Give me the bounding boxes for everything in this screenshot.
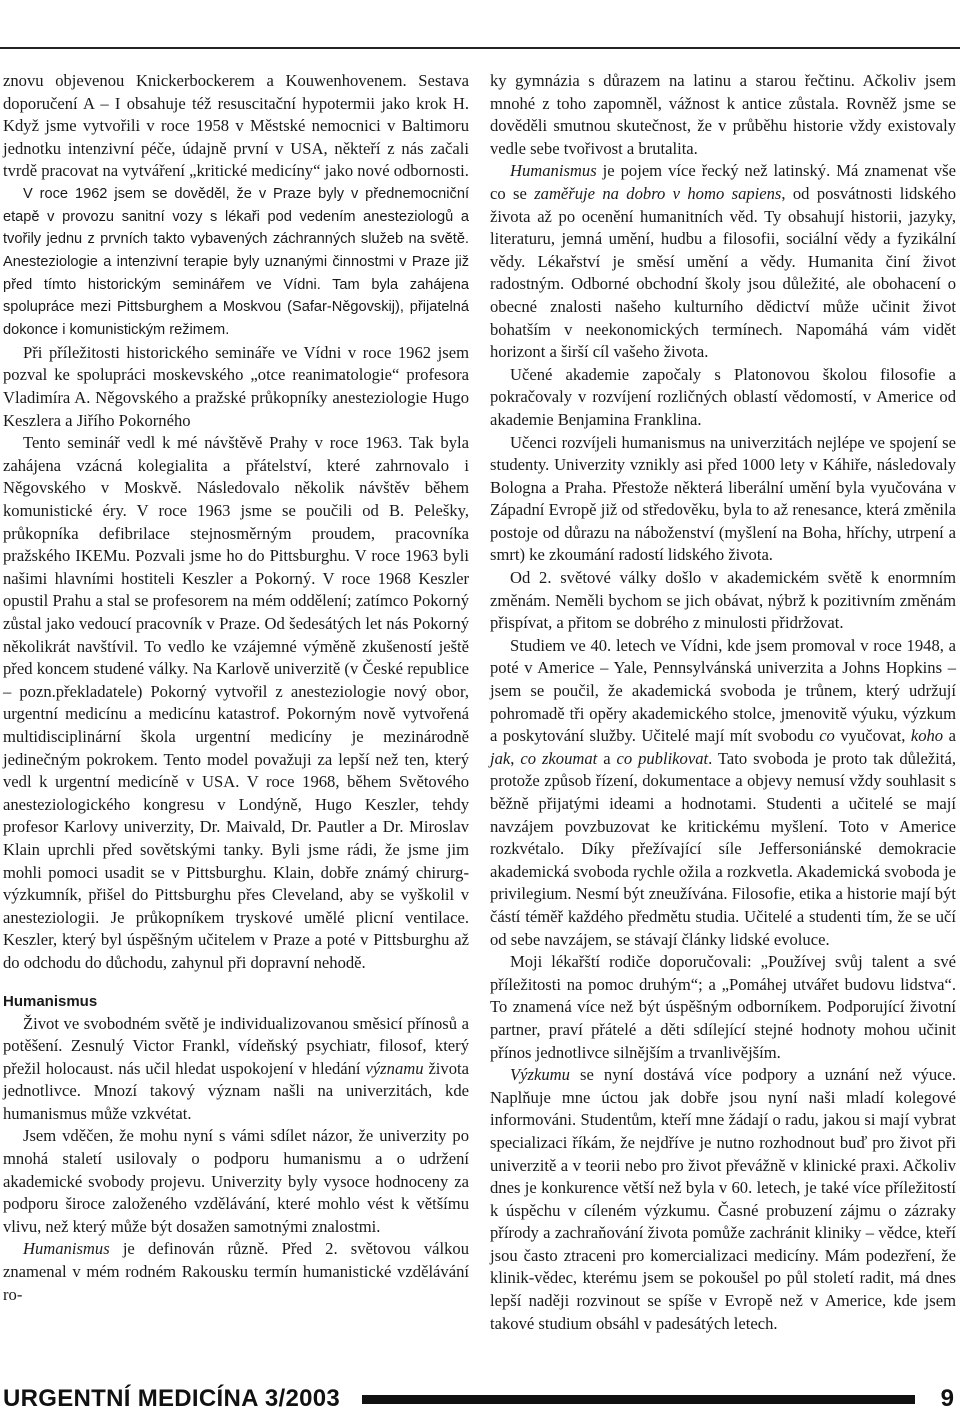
italic-text: co publikovat	[616, 748, 709, 768]
italic-text: zaměřuje na dobro v homo sapiens	[534, 183, 782, 203]
text-run: , od posvátnosti lidského života až po ocenění humanitních věd. Ty obsahují historii, jazyky, literaturu, jemná umění, hudbu a filosofii, sociální vědy a fyzikální vědy. Lékařství je směsí umění a vědy. Humanita činí život radostným. Odborné obchodní školy jsou důležité, ale obohacení o obecné znalosti našeho kulturního dědictví může učinit život bohatším v neekonomických termínech. Napomáhá vám vidět horizont a širší cíl vašeho života.	[490, 183, 956, 362]
text-run: a	[597, 748, 617, 768]
text-run: a	[943, 726, 956, 746]
paragraph: Tento seminář vedl k mé návštěvě Prahy v roce 1963. Tak byla zahájena vzácná kolegialita a přátelství, které zahrnovalo i Něgovského v Moskvě. Následovalo několik návštěv během komunistické éry. V roce 1963 jsme se poučili od B. Pelešky, průkopníka defibrilace stejnosměrným proudem, pracovníka pražského IKEMu. Pozvali jsme ho do Pittsburghu. V roce 1963 byli našimi hlavními hostiteli Keszler a Pokorný. V roce 1968 Keszler opustil Prahu a stal se profesorem na mém oddělení; zatímco Pokorný zůstal jako vedoucí pracovník v Praze. Od šedesátých let nás Pokorný několikrát navštívil. To vedlo ke vzájemné výměně zkušeností ještě před koncem studené války. Na Karlově univerzitě (v České republice – pozn.překladatele) Pokorný vytvořil z anesteziologie nový obor, urgentní medicínu a medicínu katastrof. Pokorným nově vytvořená multidisciplinární škola urgentní medicíny je mezinárodně jedinečným pokrokem. Tento model považuji za lepší než ten, který vedl k urgentní medicíně v USA. V roce 1968, během Světového anesteziologického kongresu v Londýně, Hugo Keszler, tehdy profesor Karlovy univerzity, Dr. Maivald, Dr. Pautler a Dr. Miroslav Klain uprchli před sovětskými tanky. Byli jsme rádi, že jsme jim mohli pomoci usadit se v Pittsburghu. Klain, dobře známý chirurg-výzkumník, přišel do Pittsburghu přes Cleveland, aby se vyškolil v anesteziologii. Je průkopníkem tryskové umělé plicní ventilace. Keszler, který byl úspěšným učitelem v Praze a poté v Pittsburghu až do odchodu do důchodu, zahynul při dopravní nehodě.	[3, 433, 469, 972]
paragraph	[3, 1238, 469, 1306]
paragraph	[490, 1064, 956, 1335]
italic-text: Humanismus	[510, 161, 597, 181]
italic-text: co	[819, 726, 835, 746]
paragraph	[3, 1013, 469, 1126]
journal-title: URGENTNÍ MEDICÍNA 3/2003	[3, 1385, 341, 1412]
text-run: Studiem ve 40. letech ve Vídni, kde jsem promoval v roce 1948, a poté v Americe – Yale, Pennsylvánská univerzita a Johns Hopkins – jsem se poučil, že akademická svoboda je trůnem, který udržují pohromadě tři opěry akademického stolce, jmenovitě výuku, výzkum a poskytování služby. Učitelé mají mít svobodu	[490, 635, 956, 746]
paragraph: Učenci rozvíjeli humanismus na univerzitách nejlépe ve spojení se studenty. Univerzity vznikly asi před 1000 lety v Káhiře, následovaly Bologna a Praha. Přestože některá liberální umění byla vyučována v Západní Evropě již od středověku, byla to až renesance, která změnila postoje od důrazu na náboženství (myšlení na Boha, hříchy, utrpení a smrt) ke zkoumání radostí lidského života.	[490, 432, 956, 565]
left-column	[3, 70, 469, 1306]
italic-text: významu	[365, 1058, 424, 1078]
italic-text: co zkoumat	[520, 748, 598, 768]
text-run: vyučovat,	[834, 726, 911, 746]
text-run: je definován různě. Před 2. světovou válkou znamenal v mém rodném Rakousku termín humanistické vzdělávání ro-	[3, 1239, 469, 1304]
text-run: Život ve svobodném světě je individualizovanou směsicí přínosů a potěšení. Zesnulý Victor Frankl, vídeňský psychiatr, filosof, který přežil holocaust. nás učil hledat uspokojení v hledání	[3, 1013, 469, 1078]
italic-text: koho	[910, 726, 944, 746]
right-column	[490, 70, 956, 1335]
paragraph	[490, 635, 956, 951]
paragraph: Při příležitosti historického semináře ve Vídni v roce 1962 jsem pozval ke spolupráci moskevského „otce reanimatologie“ profesora Vladimíra A. Něgovského a pražské průkopníky anesteziologie Hugo Keszlera a Jiřího Pokorného	[3, 342, 469, 430]
header-rule	[0, 47, 960, 49]
paragraph: V roce 1962 jsem se dověděl, že v Praze byly v přednemocniční etapě v provozu sanitní vozy s lékaři pod vedením anesteziologů a tvořily jednu z prvních takto vybavených záchranných služeb na světě. Anesteziologie a intenzivní terapie byly uznanými činnostmi v Praze již před tímto historickým seminářem ve Vídni. Tam byla zahájena spolupráce mezi Pittsburghem a Moskvou (Safar-Něgovskij), přijatelná dokonce i komunistickým režimem.	[3, 185, 469, 339]
italic-text: Humanismus	[23, 1239, 110, 1259]
text-run: je pojem více řecký než latinský. Má znamenat vše co se	[490, 161, 956, 203]
italic-text: jak	[490, 748, 511, 768]
paragraph: Moji lékařští rodiče doporučovali: „Používej svůj talent a své příležitosti na pomoc druhým“; a „Pomáhej utvářet budovu lidstva“. To znamená více než být úspěšným odborníkem. Podporující životní partner, praví přátelé a děti sdílející stejné hodnoty mohou učinit přínos jednotlivce silnějším a trvanlivějším.	[490, 952, 956, 1062]
paragraph: Od 2. světové války došlo v akademickém světě k enormním změnám. Neměli bychom se jich obávat, nýbrž k pozitivním změnám přispívat, a přitom se dobrého z minulosti přidržovat.	[490, 568, 956, 633]
paragraph: Jsem vděčen, že mohu nyní s vámi sdílet názor, že univerzity po mnohá staletí usilovaly o podporu humanismu a o udržení akademické svobody projevu. Univerzity byly vysoce hodnoceny za podporu široce založeného vzdělávání, které mohlo vést k většímu vlivu, než který může být dosažen samotnými znalostmi.	[3, 1126, 469, 1236]
paragraph: znovu objevenou Knickerbockerem a Kouwenhovenem. Sestava doporučení A – I obsahuje též resuscitační hypotermii jako krok H. Když jsme vytvořili v roce 1958 v Městské nemocnici v Baltimoru jednotku intenzivní péče, údajně první v USA, někteří z nás začali tvrdě pracovat na vytváření „kritické medicíny“ jako nové odbornosti.	[3, 71, 469, 181]
text-run: života jednotlivce. Mnozí takový význam našli na univerzitách, kde humanismus může vzkvétat.	[3, 1058, 469, 1123]
text-run: se nyní dostává více podpory a uznání než výuce. Naplňuje mne úctou jak dobře jsou nyní naši mladí kolegové informováni. Studentům, kteří mne žádají o radu, jakou si mají vybrat specializaci říkám, že nejdříve je nutno rozhodnout buď pro život při univerzitě a v teorii nebo pro život převážně v klinické praxi. Ačkoliv dnes je konkurence větší než byla v 60. letech, je také více příležitostí k úspěchu v cíleném výzkumu. Časné probuzení zájmu o zázraky přírody a zachraňování života pomůže zachránit kliniky – vědce, kteří jsou často ztraceni pro komercializaci medicíny. Mám podezření, že klinik-vědec, kterému jsem se pokoušel po půl století radit, má dnes lepší naději rozvinout se spíše v Evropě než v Americe, kde jsem takové studium obsáhl v padesátých letech.	[490, 1065, 956, 1333]
section-heading: Humanismus	[3, 992, 98, 1010]
page-footer	[0, 1385, 960, 1415]
text-run: . Tato svoboda je proto tak důležitá, protože způsob řízení, dokumentace a objevy nemusí vždy souhlasit s běžně přijatými ideami a hodnotami. Studenti a učitelé se mají navzájem povzbuzovat ke kritickému myšlení. Toto v Americe rozkvétalo. Díky přežívající síle Jeffersoniánské demokracie akademická svoboda rychle ožila a rozkvetla. Akademická svoboda je privilegium. Nesmí být zneužívána. Filosofie, etika a historie mají být částí téměř každého předmětu studia. Učitelé a studenti tím, že se učí od sebe navzájem, se stávají články lidské evoluce.	[490, 748, 957, 949]
text-run: ,	[510, 748, 521, 768]
paragraph	[490, 160, 956, 363]
paragraph: Učené akademie započaly s Platonovou školou filosofie a pokračovaly v rozvíjení rozličných oblastí vědomostí, v Americe od akademie Benjamina Franklina.	[490, 364, 956, 429]
page-number: 9	[940, 1385, 954, 1412]
paragraph: ky gymnázia s důrazem na latinu a starou řečtinu. Ačkoliv jsem mnohé z toho zapomněl, vážnost k antice zůstala. Rovněž jsme se dověděli smutnou skutečnost, že v průběhu historie vždy existovaly vedle sebe tvořivost a brutalita.	[490, 71, 956, 158]
italic-text: Výzkumu	[510, 1065, 570, 1085]
footer-bar	[362, 1395, 915, 1404]
